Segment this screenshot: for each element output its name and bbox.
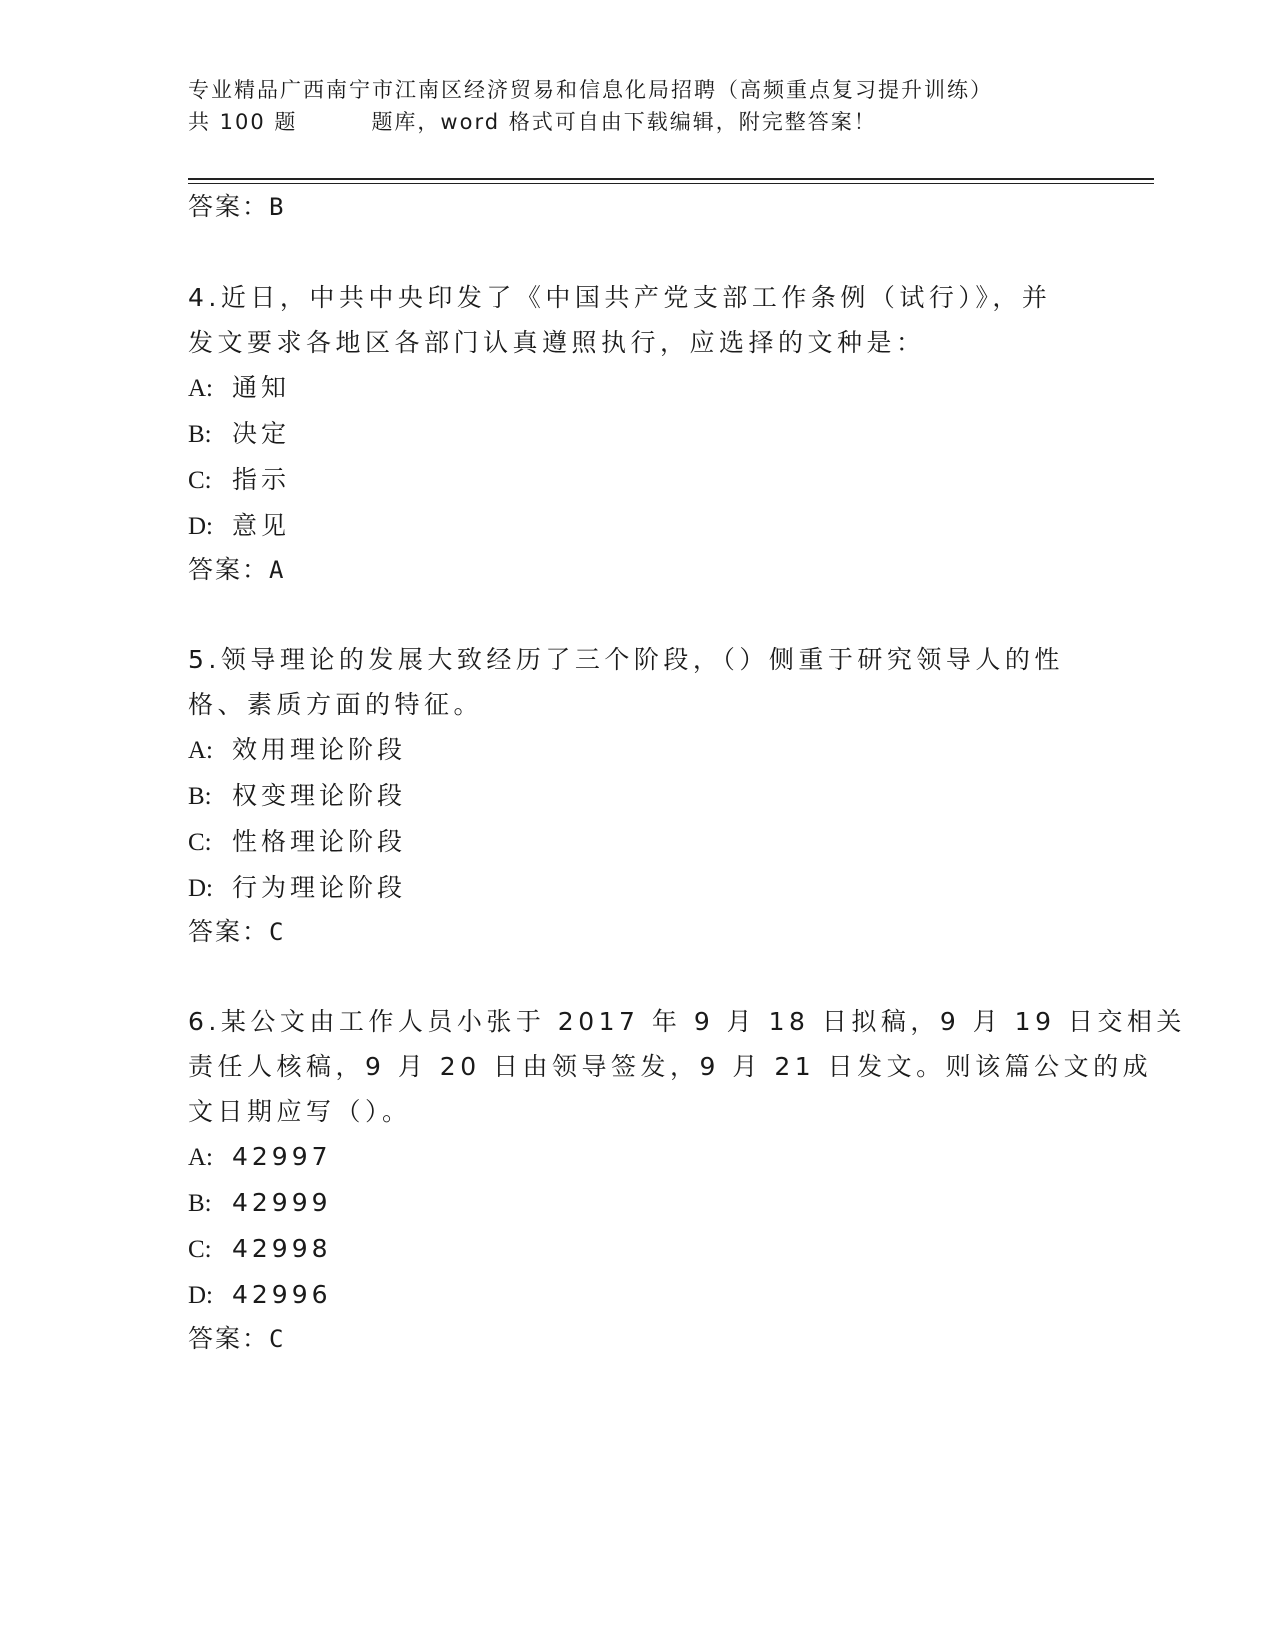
answer-value: B xyxy=(269,193,286,221)
answer-label: 答案： xyxy=(188,1324,270,1353)
option-text: 权变理论阶段 xyxy=(232,781,407,810)
option-text: 性格理论阶段 xyxy=(232,827,407,856)
option-text: 42999 xyxy=(232,1188,332,1217)
answer-value: C xyxy=(269,918,286,946)
question-line: 4.近日，中共中央印发了《中国共产党支部工作条例（试行）》，并 xyxy=(188,283,1052,312)
option-b xyxy=(188,1180,1088,1226)
header-title: 专业精品广西南宁市江南区经济贸易和信息化局招聘（高频重点复习提升训练） xyxy=(188,78,993,102)
option-key: A: xyxy=(188,1144,213,1171)
option-a xyxy=(188,1134,1088,1180)
header-divider-thin xyxy=(188,183,1154,184)
option-key: C: xyxy=(188,829,212,856)
option-text: 行为理论阶段 xyxy=(232,873,407,902)
option-key: B: xyxy=(188,783,212,810)
option-a xyxy=(188,727,1088,773)
option-b xyxy=(188,773,1088,819)
question-line: 文日期应写（）。 xyxy=(188,1097,412,1126)
option-text: 通知 xyxy=(232,373,291,402)
option-key: D: xyxy=(188,875,213,902)
question-line: 6.某公文由工作人员小张于 2017 年 9 月 18 日拟稿，9 月 19 日交相关 xyxy=(188,1007,1186,1036)
option-c xyxy=(188,819,1088,865)
question-6 xyxy=(188,999,1186,1318)
option-c xyxy=(188,1226,1088,1272)
option-key: A: xyxy=(188,375,213,402)
option-key: B: xyxy=(188,421,212,448)
answer-value: A xyxy=(269,556,286,584)
option-text: 42996 xyxy=(232,1280,332,1309)
option-key: B: xyxy=(188,1190,212,1217)
question-5 xyxy=(188,637,1088,911)
option-text: 效用理论阶段 xyxy=(232,735,407,764)
option-key: D: xyxy=(188,1282,213,1309)
question-line: 责任人核稿，9 月 20 日由领导签发，9 月 21 日发文。则该篇公文的成 xyxy=(188,1052,1153,1081)
previous-answer xyxy=(188,190,285,224)
option-d xyxy=(188,865,1088,911)
answer-label: 答案： xyxy=(188,555,270,584)
option-key: C: xyxy=(188,467,212,494)
header-question-count: 共 100 题 xyxy=(188,110,298,134)
header-subtitle xyxy=(188,106,1088,138)
option-key: C: xyxy=(188,1236,212,1263)
answer-label: 答案： xyxy=(188,192,270,221)
question-stem xyxy=(188,637,1088,727)
option-text: 意见 xyxy=(232,511,291,540)
header-divider-thick xyxy=(188,178,1154,180)
question-stem xyxy=(188,999,1186,1134)
header-description: 题库，word 格式可自由下载编辑，附完整答案！ xyxy=(371,110,877,134)
question-5-answer xyxy=(188,915,285,949)
question-4 xyxy=(188,275,1088,549)
option-text: 42997 xyxy=(232,1142,332,1171)
option-c xyxy=(188,457,1088,503)
answer-label: 答案： xyxy=(188,917,270,946)
option-key: D: xyxy=(188,513,213,540)
question-6-answer xyxy=(188,1322,285,1356)
option-key: A: xyxy=(188,737,213,764)
option-text: 42998 xyxy=(232,1234,332,1263)
question-4-answer xyxy=(188,553,285,587)
option-text: 指示 xyxy=(232,465,291,494)
answer-value: C xyxy=(269,1325,286,1353)
option-text: 决定 xyxy=(232,419,291,448)
option-a xyxy=(188,365,1088,411)
option-b xyxy=(188,411,1088,457)
option-d xyxy=(188,503,1088,549)
document-header xyxy=(188,74,1088,138)
question-line: 格、素质方面的特征。 xyxy=(188,690,484,719)
question-stem xyxy=(188,275,1088,365)
question-line: 发文要求各地区各部门认真遵照执行，应选择的文种是： xyxy=(188,328,926,357)
option-d xyxy=(188,1272,1088,1318)
question-line: 5.领导理论的发展大致经历了三个阶段，（）侧重于研究领导人的性 xyxy=(188,645,1064,674)
